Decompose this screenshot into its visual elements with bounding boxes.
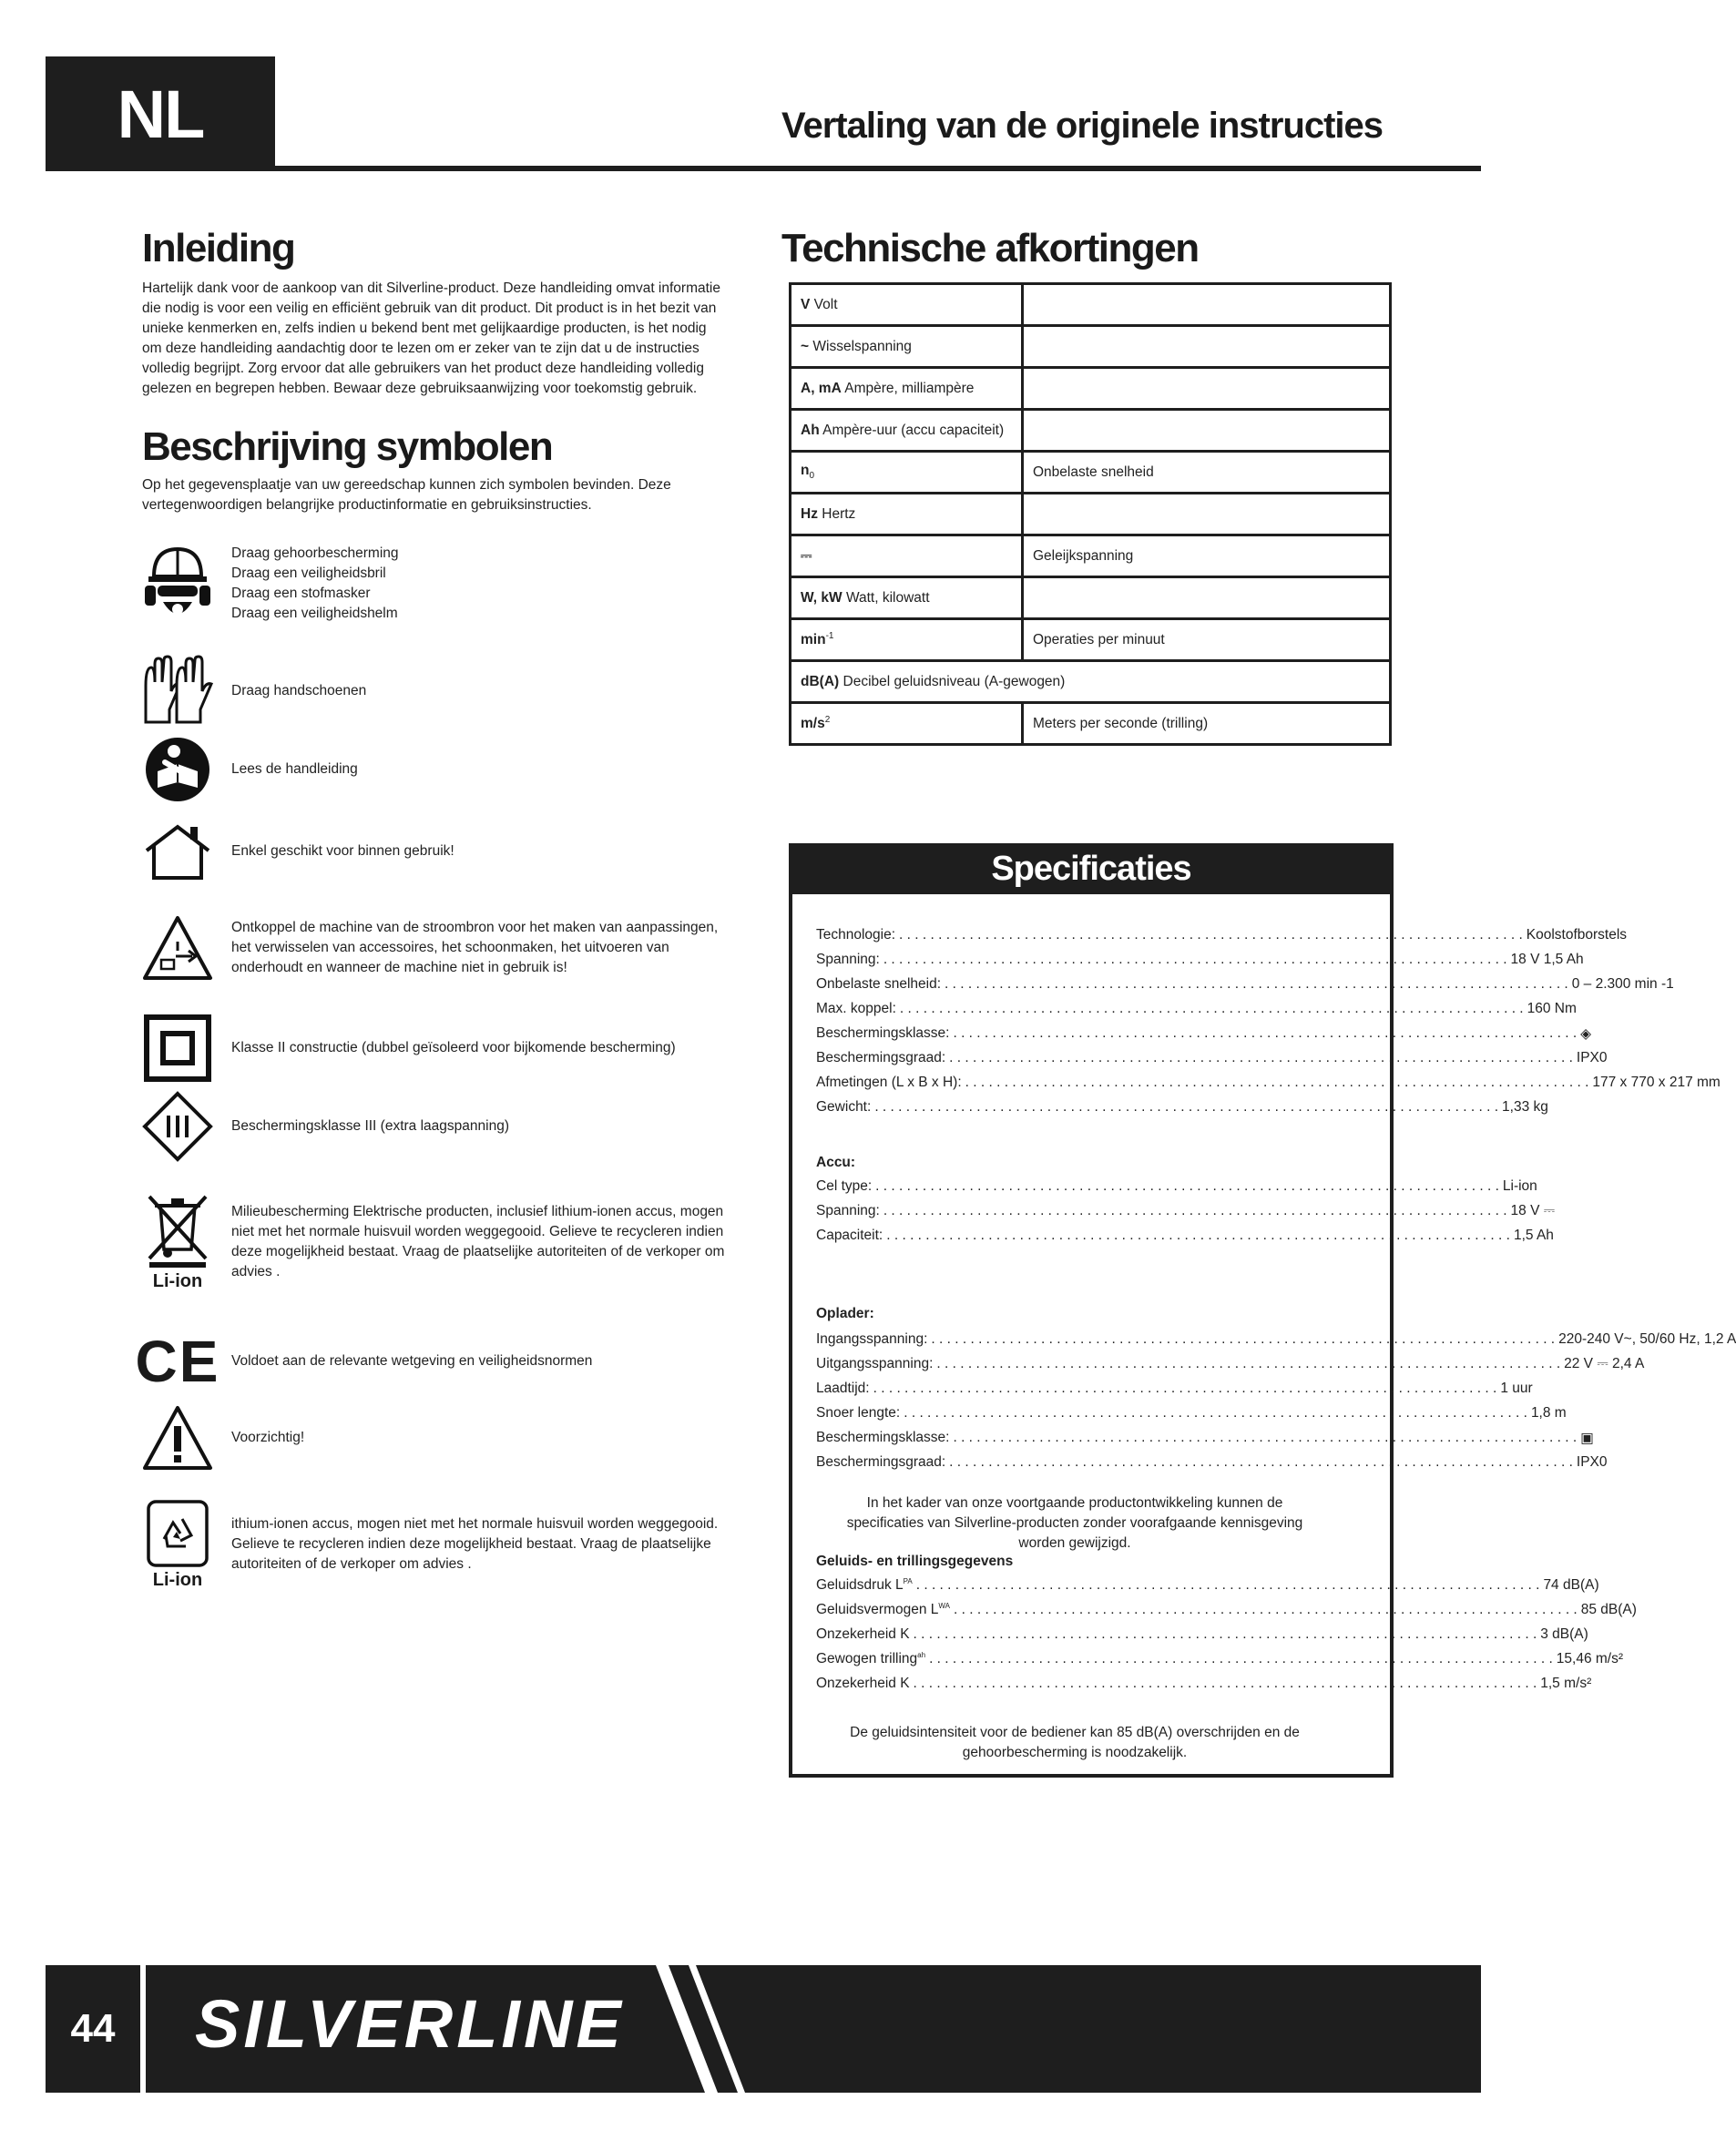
spec-label: Spanning: [816,1203,880,1218]
spec-label: Geluidsdruk L [816,1577,904,1593]
spec-label: Cel type: [816,1178,873,1194]
symbol-row-indoor [137,810,756,892]
spec-value: 15,46 m/s² [1556,1651,1624,1666]
spec-label: Gewicht: [816,1099,872,1115]
page-number: 44 [70,2006,116,2051]
spec-value: IPX0 [1576,1050,1608,1065]
symbol-row-recycle [137,1490,756,1599]
class-iii-icon [137,1085,219,1167]
spec-label: Geluidsvermogen L [816,1602,939,1617]
spec-label: Ingangsspanning: [816,1331,928,1347]
spec-row [816,1381,1533,1397]
warning-icon [137,1397,219,1479]
abbreviations-table [789,282,1392,746]
spec-dot-leader: . . . . . . . . . . . . . . . . . . . . . . . . . . . . . . . . . . . . . . . . . . . . . . . . . . . . . . . . . . . . . . . . . . . . . . . . . . . . . . . . [913,1626,1537,1642]
ppe-line-dust-mask: Draag een stofmasker [231,586,371,601]
spec-change-notice: In het kader van onze voortgaande productontwikkeling kunnen de specificaties van Silverline-producten zonder voorafgaande kennisgeving worden gewijzigd. [846,1495,1303,1551]
spec-value: 160 Nm [1527,1001,1577,1016]
spec-dot-leader: . . . . . . . . . . . . . . . . . . . . . . . . . . . . . . . . . . . . . . . . . . . . . . . . . . . . . . . . . . . . . . . . . . . . . . . . . . . . . . . . [913,1676,1537,1691]
charger-heading: Oplader: [816,1306,874,1321]
spec-row [816,952,1584,968]
ppe-line-helmet: Draag een veiligheidshelm [231,606,398,621]
spec-row [816,1001,1577,1017]
spec-value: 1,33 kg [1502,1099,1548,1115]
spec-row [816,1454,1608,1471]
spec-label: Max. koppel: [816,1001,896,1016]
weee-liion-label: Li-ion [152,1270,203,1291]
spec-row [816,1203,1556,1219]
spec-dot-leader: . . . . . . . . . . . . . . . . . . . . . . . . . . . . . . . . . . . . . . . . . . . . . . . . . . . . . . . . . . . . . . . . . . . . . . . . . . . . . . . . [915,1577,1540,1593]
table-row: Ah Ampère-uur (accu capaciteit) [791,410,1391,452]
intro-heading: Inleiding [142,226,295,270]
symbol-row-class-ii [137,1007,756,1089]
spec-row [816,1075,1721,1091]
spec-label: Snoer lengte: [816,1405,901,1421]
symbol-row-class-iii [137,1085,756,1167]
recycle-text: ithium-ionen accus, mogen niet met het normale huisvuil worden weggegooid. Gelieve te recycleren indien deze mogelijkheid bestaat. Vraag de plaatselijke autoriteiten of de verkoper om advies . [231,1516,719,1572]
recycle-liion-label: Li-ion [152,1569,203,1590]
spec-label: Beschermingsklasse: [816,1025,950,1041]
abbreviations-heading: Technische afkortingen [781,226,1199,270]
spec-value: Koolstofborstels [1526,927,1628,943]
spec-row [816,1430,1594,1447]
spec-label: Onzekerheid K [816,1676,910,1691]
spec-value: ▣ [1580,1431,1594,1446]
table-row: Hz Hertz [791,494,1391,535]
spec-label: Beschermingsgraad: [816,1050,946,1065]
spec-dot-leader: . . . . . . . . . . . . . . . . . . . . . . . . . . . . . . . . . . . . . . . . . . . . . . . . . . . . . . . . . . . . . . . . . . . . . . . . . . . . . . . . [954,1602,1578,1617]
spec-label: Beschermingsgraad: [816,1454,946,1470]
spec-dot-leader: . . . . . . . . . . . . . . . . . . . . . . . . . . . . . . . . . . . . . . . . . . . . . . . . . . . . . . . . . . . . . . . . . . . . . . . . . . . . . . . . [904,1405,1527,1421]
spec-dot-leader: . . . . . . . . . . . . . . . . . . . . . . . . . . . . . . . . . . . . . . . . . . . . . . . . . . . . . . . . . . . . . . . . . . . . . . . . . . . . . . . . [875,1178,1499,1194]
spec-value: 220-240 V~, 50/60 Hz, 1,2 A [1558,1331,1736,1347]
intro-paragraph: Hartelijk dank voor de aankoop van dit Silverline-product. Deze handleiding omvat informatie die nodig is voor een veilig en efficiënt gebruik van dit product. Dit product is in het bezit van unieke kenmerken en, zelfs indien u bekend bent met gelijkaardige producten, is het nodig om deze handleiding aandachtig door te lezen om er zeker van te zijn dat u de instructies volledig begrijpt. Zorg ervoor dat alle gebruikers van het product deze handleiding volledig gelezen en begrepen hebben. Bewaar deze gebruiksaanwijzing voor toekomstig gebruik. [142,280,720,396]
spec-row [816,1099,1548,1116]
spec-dot-leader: . . . . . . . . . . . . . . . . . . . . . . . . . . . . . . . . . . . . . . . . . . . . . . . . . . . . . . . . . . . . . . . . . . . . . . . . . . . . . . . . [936,1356,1561,1371]
spec-label-subscript: PA [903,1577,913,1585]
gloves-icon [137,650,219,732]
page-title: Vertaling van de originele instructies [781,106,1383,146]
table-row: V Volt [791,284,1391,326]
spec-dot-leader: . . . . . . . . . . . . . . . . . . . . . . . . . . . . . . . . . . . . . . . . . . . . . . . . . . . . . . . . . . . . . . . . . . . . . . . . . . . . . . . . [899,927,1523,943]
battery-heading: Accu: [816,1155,856,1170]
spec-row [816,1228,1554,1244]
spec-dot-leader: . . . . . . . . . . . . . . . . . . . . . . . . . . . . . . . . . . . . . . . . . . . . . . . . . . . . . . . . . . . . . . . . . . . . . . . . . . . . . . . . [883,952,1507,967]
spec-dot-leader: . . . . . . . . . . . . . . . . . . . . . . . . . . . . . . . . . . . . . . . . . . . . . . . . . . . . . . . . . . . . . . . . . . . . . . . . . . . . . . . . [953,1025,1578,1041]
spec-label: Onbelaste snelheid: [816,976,942,992]
spec-row [816,976,1674,993]
dc-symbol-icon: ⎓ [801,547,812,564]
spec-label: Gewogen trilling [816,1651,918,1666]
symbol-row-weee [137,1180,756,1304]
house-icon [137,810,219,892]
symbol-row-disconnect [137,907,756,989]
spec-value: 3 dB(A) [1540,1626,1588,1642]
caution-text: Voorzichtig! [231,1430,305,1445]
spec-label: Onzekerheid K [816,1626,910,1642]
table-row: $m/s^2$ Meters per seconde (trilling) [791,703,1391,745]
ppe-line-hearing: Draag gehoorbescherming [231,545,399,561]
spec-value: 18 V 1,5 Ah [1510,952,1584,967]
spec-dot-leader: . . . . . . . . . . . . . . . . . . . . . . . . . . . . . . . . . . . . . . . . . . . . . . . . . . . . . . . . . . . . . . . . . . . . . . . . . . . . . . . . [899,1001,1524,1016]
ce-mark: CE [135,1329,220,1394]
spec-dot-leader: . . . . . . . . . . . . . . . . . . . . . . . . . . . . . . . . . . . . . . . . . . . . . . . . . . . . . . . . . . . . . . . . . . . . . . . . . . . . . . . . [874,1099,1499,1115]
spec-value: 18 V ⎓ [1510,1203,1556,1218]
spec-row [816,1626,1588,1643]
spec-row [816,927,1628,943]
weee-liion-icon [137,1180,219,1304]
table-row: ~ Wisselspanning [791,326,1391,368]
spec-row [816,1331,1736,1348]
spec-row [816,1577,1599,1594]
table-row: $\min^{-1}$ Operaties per minuut [791,619,1391,661]
spec-value: 0 – 2.300 min -1 [1571,976,1674,992]
manual-icon [137,729,219,810]
spec-dot-leader: . . . . . . . . . . . . . . . . . . . . . . . . . . . . . . . . . . . . . . . . . . . . . . . . . . . . . . . . . . . . . . . . . . . . . . . . . . . . . . . . [945,976,1568,992]
language-code: NL [117,76,204,152]
spec-row [816,1676,1592,1692]
spec-dot-leader: . . . . . . . . . . . . . . . . . . . . . . . . . . . . . . . . . . . . . . . . . . . . . . . . . . . . . . . . . . . . . . . . . . . . . . . . . . . . . . . . [931,1331,1556,1347]
recycle-liion-icon [137,1490,219,1599]
noise-heading: Geluids- en trillingsgegevens [816,1554,1014,1569]
spec-dot-leader: . . . . . . . . . . . . . . . . . . . . . . . . . . . . . . . . . . . . . . . . . . . . . . . . . . . . . . . . . . . . . . . . . . . . . . . . . . . . . . . . [949,1050,1573,1065]
spec-value: 177 x 770 x 217 mm [1592,1075,1721,1090]
disconnect-warning-icon [137,907,219,989]
spec-label-subscript: ah [917,1651,926,1659]
spec-value: 1,5 m/s² [1540,1676,1592,1691]
ppe-icon [137,543,219,625]
spec-row [816,1602,1637,1618]
disconnect-text: Ontkoppel de machine van de stroombron voor het maken van aanpassingen, het verwisselen van accessoires, het schoonmaken, het uitvoeren van onderhoudt en wanneer de machine niet in gebruik is! [231,920,719,975]
spec-value: 85 dB(A) [1580,1602,1637,1617]
spec-value: 1 uur [1500,1381,1533,1396]
spec-value: 1,8 m [1530,1405,1567,1421]
table-row: dB(A) Decibel geluidsniveau (A-gewogen) [791,661,1391,703]
spec-dot-leader: . . . . . . . . . . . . . . . . . . . . . . . . . . . . . . . . . . . . . . . . . . . . . . . . . . . . . . . . . . . . . . . . . . . . . . . . . . . . . . . . [886,1228,1510,1243]
symbol-row-manual [137,729,756,810]
table-row: A, mA Ampère, milliampère [791,368,1391,410]
symbol-row-caution [137,1397,756,1479]
ce-icon [137,1320,219,1402]
symbol-row-gloves [137,650,756,732]
spec-label: Technologie: [816,927,896,943]
indoor-text: Enkel geschikt voor binnen gebruik! [231,843,454,859]
table-row: ⎓ Geleijkspanning [791,535,1391,577]
spec-row [816,1025,1592,1043]
class-iii-text: Beschermingsklasse III (extra laagspanning) [231,1118,509,1134]
spec-row [816,1405,1567,1422]
table-row: $n_0$ Onbelaste snelheid [791,452,1391,494]
symbol-row-ce [137,1320,756,1402]
spec-value: ◈ [1580,1026,1592,1042]
spec-label: Capaciteit: [816,1228,883,1243]
header-rule [275,166,1481,171]
ppe-line-glasses: Draag een veiligheidsbril [231,566,386,581]
spec-dot-leader: . . . . . . . . . . . . . . . . . . . . . . . . . . . . . . . . . . . . . . . . . . . . . . . . . . . . . . . . . . . . . . . . . . . . . . . . . . . . . . . . [883,1203,1507,1218]
spec-row [816,1651,1624,1667]
spec-value: 22 V ⎓ 2,4 A [1564,1356,1645,1371]
spec-value: IPX0 [1576,1454,1608,1470]
spec-label: Laadtijd: [816,1381,870,1396]
class-ii-text: Klasse II constructie (dubbel geïsoleerd voor bijkomende bescherming) [231,1040,676,1055]
spec-value: 1,5 Ah [1513,1228,1554,1243]
silverline-logo: SILVERLINE [195,1986,625,2062]
spec-label-subscript: WA [938,1602,951,1610]
spec-dot-leader: . . . . . . . . . . . . . . . . . . . . . . . . . . . . . . . . . . . . . . . . . . . . . . . . . . . . . . . . . . . . . . . . . . . . . . . . . . . . . . . . [949,1454,1573,1470]
spec-dot-leader: . . . . . . . . . . . . . . . . . . . . . . . . . . . . . . . . . . . . . . . . . . . . . . . . . . . . . . . . . . . . . . . . . . . . . . . . . . . . . . . . [953,1430,1578,1445]
spec-dot-leader: . . . . . . . . . . . . . . . . . . . . . . . . . . . . . . . . . . . . . . . . . . . . . . . . . . . . . . . . . . . . . . . . . . . . . . . . . . . . . . . . [965,1075,1589,1090]
ce-text: Voldoet aan de relevante wetgeving en veiligheidsnormen [231,1353,593,1369]
spec-value: Li-ion [1502,1178,1537,1194]
table-row: W, kW Watt, kilowatt [791,577,1391,619]
spec-label: Spanning: [816,952,880,967]
spec-label: Beschermingsklasse: [816,1430,950,1445]
symbols-heading: Beschrijving symbolen [142,424,553,469]
spec-row [816,1178,1537,1195]
spec-dot-leader: . . . . . . . . . . . . . . . . . . . . . . . . . . . . . . . . . . . . . . . . . . . . . . . . . . . . . . . . . . . . . . . . . . . . . . . . . . . . . . . . [873,1381,1497,1396]
symbol-row-ppe [137,543,756,625]
symbols-intro: Op het gegevensplaatje van uw gereedschap kunnen zich symbolen bevinden. Deze vertegenwoordigen belangrijke productinformatie en gebruiksinstructies. [142,477,671,513]
weee-text: Milieubescherming Elektrische producten, inclusief lithium-ionen accus, mogen niet met het normale huisvuil worden weggegooid. Gelieve te recycleren indien deze mogelijkheid bestaat. Vraag de plaatselijke autoriteiten of de verkoper om advies . [231,1204,725,1279]
gloves-text: Draag handschoenen [231,683,367,698]
class-ii-icon [137,1007,219,1089]
spec-label: Afmetingen (L x B x H): [816,1075,962,1090]
spec-label: Uitgangsspanning: [816,1356,934,1371]
specifications-heading: Specificaties [991,849,1191,888]
spec-row [816,1356,1645,1372]
spec-row [816,1050,1608,1066]
manual-text: Lees de handleiding [231,761,358,777]
noise-warning: De geluidsintensiteit voor de bediener kan 85 dB(A) overschrijden en de gehoorbescherming is noodzakelijk. [850,1725,1300,1760]
spec-dot-leader: . . . . . . . . . . . . . . . . . . . . . . . . . . . . . . . . . . . . . . . . . . . . . . . . . . . . . . . . . . . . . . . . . . . . . . . . . . . . . . . . [929,1651,1553,1666]
spec-value: 74 dB(A) [1543,1577,1599,1593]
